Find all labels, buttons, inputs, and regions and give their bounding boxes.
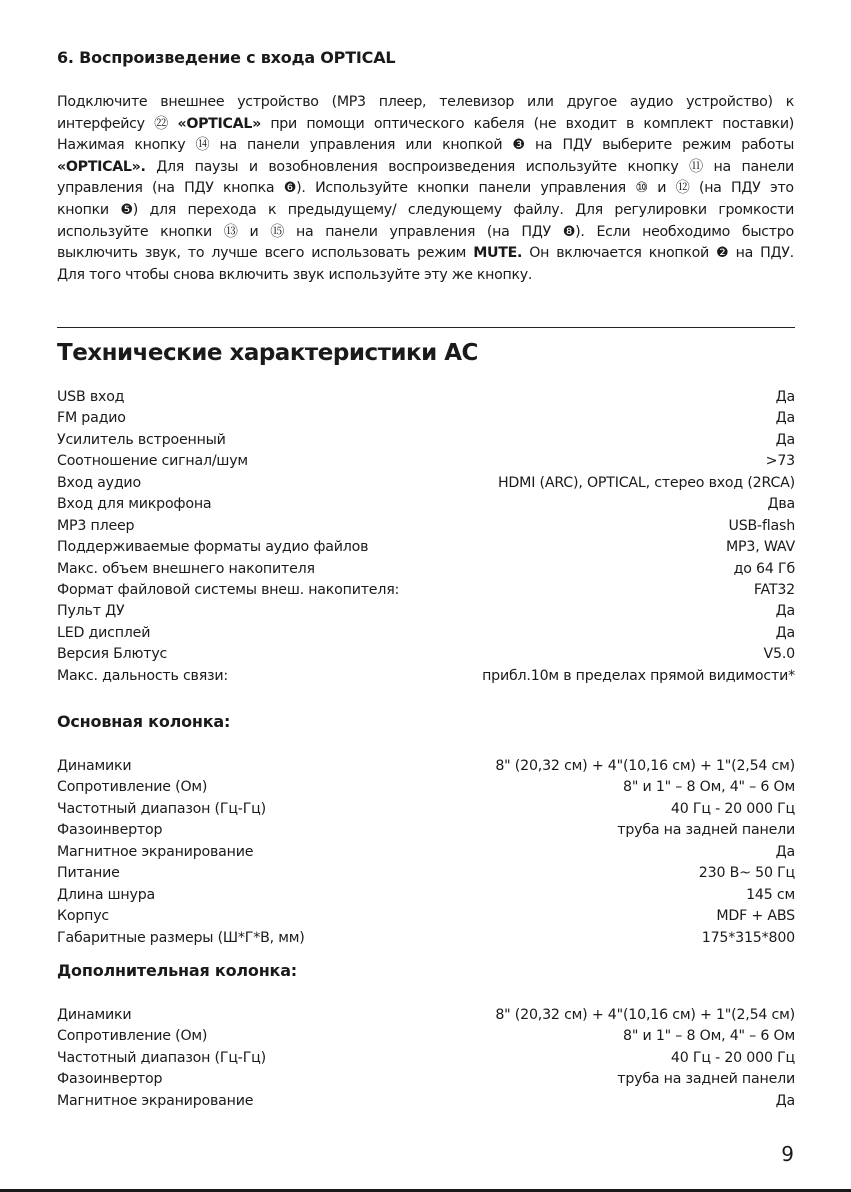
spec-row xyxy=(57,1070,795,1091)
spec-value: 8" и 1" – 8 Ом, 4" – 6 Ом xyxy=(623,1028,795,1045)
spec-value: Да xyxy=(775,389,795,405)
spec-value: 40 Гц - 20 000 Гц xyxy=(670,800,795,817)
spec-value: 40 Гц - 20 000 Гц xyxy=(670,1049,795,1066)
spec-row xyxy=(57,757,795,778)
main-speaker-title: Основная колонка: xyxy=(57,712,231,731)
spec-label: Пульт ДУ xyxy=(57,603,125,620)
spec-value: HDMI (ARC), OPTICAL, стерео вход (2RCA) xyxy=(497,474,795,491)
spec-row xyxy=(57,538,795,559)
spec-row xyxy=(57,667,795,688)
spec-value: прибл.10м в пределах прямой видимости* xyxy=(482,667,795,684)
spec-row xyxy=(57,1027,795,1048)
spec-label: MP3 плеер xyxy=(57,517,135,534)
instructions-paragraph xyxy=(57,92,794,286)
spec-value: Да xyxy=(775,431,795,448)
para-line: Подключите внешнее устройство (MP3 плеер, телевизор или другое аудио устройство) к xyxy=(57,94,794,110)
spec-value: MP3, WAV xyxy=(726,539,795,556)
spec-value: 230 В~ 50 Гц xyxy=(698,865,795,882)
spec-value: FAT32 xyxy=(753,581,795,598)
spec-label: Частотный диапазон (Гц-Гц) xyxy=(57,800,266,817)
spec-label: Сопротивление (Ом) xyxy=(57,1028,208,1045)
para-line: интерфейсу ㉒ «OPTICAL» при помощи оптического кабеля (не входит в комплект поставки) xyxy=(57,115,794,132)
spec-row xyxy=(57,560,795,581)
spec-row xyxy=(57,452,795,473)
spec-label: Макс. объем внешнего накопителя xyxy=(57,560,315,577)
spec-label: Сопротивление (Ом) xyxy=(57,779,208,796)
spec-label: Формат файловой системы внеш. накопителя: xyxy=(57,581,400,598)
spec-label: Габаритные размеры (Ш*Г*В, мм) xyxy=(57,929,305,946)
para-line: выключить звук, то лучше всего использовать режим MUTE. Он включается кнопкой ❷ на ПДУ. xyxy=(57,245,794,262)
spec-value: V5.0 xyxy=(763,646,795,663)
spec-row xyxy=(57,431,795,452)
spec-value: 8" (20,32 см) + 4"(10,16 см) + 1"(2,54 см) xyxy=(495,1007,795,1023)
spec-value: Да xyxy=(775,1092,795,1109)
spec-value: Да xyxy=(775,843,795,860)
spec-label: Динамики xyxy=(57,758,132,774)
spec-row xyxy=(57,800,795,821)
spec-row xyxy=(57,602,795,623)
spec-value: 145 см xyxy=(746,886,795,903)
spec-value: Да xyxy=(775,410,795,427)
spec-label: Соотношение сигнал/шум xyxy=(57,453,248,470)
section-title: 6. Воспроизведение с входа OPTICAL xyxy=(57,48,396,67)
spec-value: труба на задней панели xyxy=(617,1071,795,1088)
para-line: «OPTICAL». Для паузы и возобновления воспроизведения используйте кнопку ⑪ на панели xyxy=(57,158,794,175)
main-speaker-table xyxy=(57,757,795,950)
spec-value: до 64 Гб xyxy=(733,560,795,577)
spec-row xyxy=(57,409,795,430)
para-line: управления (на ПДУ кнопка ❻). Используйте кнопки панели управления ⑩ и ⑫ (на ПДУ это xyxy=(57,180,794,197)
spec-label: USB вход xyxy=(57,389,125,405)
spec-value: Да xyxy=(775,603,795,620)
spec-row xyxy=(57,821,795,842)
spec-row xyxy=(57,864,795,885)
spec-value: MDF + ABS xyxy=(716,908,795,925)
spec-row xyxy=(57,495,795,516)
spec-row xyxy=(57,907,795,928)
spec-label: Вход аудио xyxy=(57,474,141,491)
spec-label: Вход для микрофона xyxy=(57,496,212,513)
spec-label: Макс. дальность связи: xyxy=(57,667,228,684)
spec-label: Фазоинвертор xyxy=(57,1071,163,1088)
spec-value: 8" и 1" – 8 Ом, 4" – 6 Ом xyxy=(623,779,795,796)
spec-label: Усилитель встроенный xyxy=(57,431,226,448)
para-line: Для того чтобы снова включить звук используйте эту же кнопку. xyxy=(57,266,533,283)
spec-value: труба на задней панели xyxy=(617,822,795,839)
spec-label: Частотный диапазон (Гц-Гц) xyxy=(57,1049,266,1066)
spec-label: FM радио xyxy=(57,410,126,427)
spec-row xyxy=(57,1049,795,1070)
spec-row xyxy=(57,645,795,666)
spec-row xyxy=(57,624,795,645)
spec-row xyxy=(57,1092,795,1113)
spec-value: 8" (20,32 см) + 4"(10,16 см) + 1"(2,54 см) xyxy=(495,758,795,774)
spec-label: Питание xyxy=(57,865,120,882)
spec-value: USB-flash xyxy=(728,517,795,534)
spec-label: Длина шнура xyxy=(57,886,156,903)
para-line: Нажимая кнопку ⑭ на панели управления или кнопкой ❸ на ПДУ выберите режим работы xyxy=(57,137,794,154)
para-line: используйте кнопки ⑬ и ⑮ на панели управления (на ПДУ ❽). Если необходимо быстро xyxy=(57,223,794,240)
specs-title: Технические характеристики АС xyxy=(57,340,478,366)
spec-row xyxy=(57,1006,795,1027)
para-line: кнопки ❺) для перехода к предыдущему/ следующему файлу. Для регулировки громкости xyxy=(57,201,794,218)
spec-label: Магнитное экранирование xyxy=(57,1092,254,1109)
spec-label: Магнитное экранирование xyxy=(57,843,254,860)
spec-label: Корпус xyxy=(57,908,110,925)
spec-value: 175*315*800 xyxy=(701,929,795,946)
spec-label: Версия Блютус xyxy=(57,646,168,663)
page-number: 9 xyxy=(781,1142,794,1166)
spec-row xyxy=(57,778,795,799)
section-divider xyxy=(57,327,795,328)
spec-label: LED дисплей xyxy=(57,624,151,641)
spec-label: Динамики xyxy=(57,1007,132,1023)
extra-speaker-table xyxy=(57,1006,795,1113)
spec-row xyxy=(57,886,795,907)
spec-label: Поддерживаемые форматы аудио файлов xyxy=(57,539,369,556)
spec-row xyxy=(57,929,795,950)
spec-row xyxy=(57,843,795,864)
spec-row xyxy=(57,474,795,495)
extra-speaker-title: Дополнительная колонка: xyxy=(57,961,298,980)
specs-table xyxy=(57,388,795,688)
spec-label: Фазоинвертор xyxy=(57,822,163,839)
spec-value: >73 xyxy=(765,453,795,470)
spec-row xyxy=(57,517,795,538)
spec-row xyxy=(57,388,795,409)
spec-value: Два xyxy=(767,496,795,513)
spec-row xyxy=(57,581,795,602)
spec-value: Да xyxy=(775,624,795,641)
